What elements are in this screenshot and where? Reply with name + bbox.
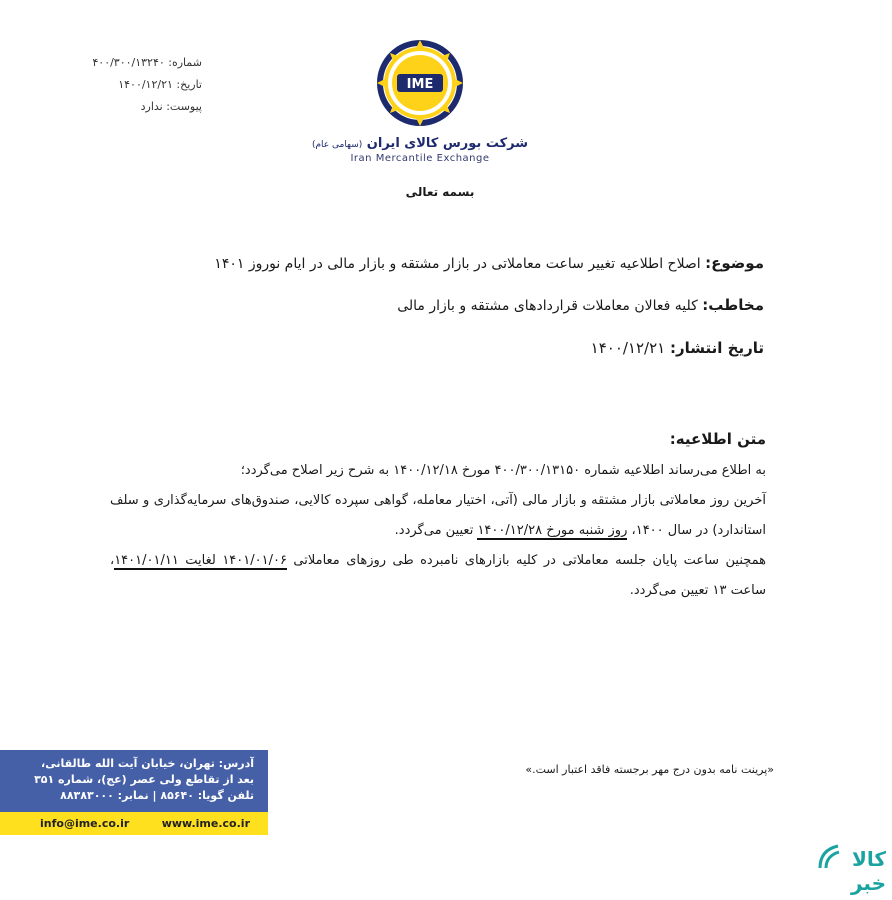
publish-date-label: تاریخ انتشار: xyxy=(670,339,764,357)
company-logo xyxy=(300,38,540,164)
letter-number: شماره: ۴۰۰/۳۰۰/۱۳۲۴۰ xyxy=(92,56,202,69)
footer-block xyxy=(0,750,268,835)
footer-website[interactable]: www.ime.co.ir xyxy=(161,817,250,830)
notice-p3-end: ، ساعت ۱۳ تعیین می‌گردد. xyxy=(110,553,766,598)
company-name-en: Iran Mercantile Exchange xyxy=(350,153,490,164)
logo-mark-text: IME xyxy=(406,77,434,92)
notice-paragraph-3 xyxy=(110,546,766,606)
audience-label: مخاطب: xyxy=(702,296,764,314)
publish-date-value: ۱۴۰۰/۱۲/۲۱ xyxy=(590,339,666,357)
phone-line: تلفن گویا: ۸۵۶۴۰ | نمابر: ۸۸۳۸۳۰۰۰ xyxy=(60,789,254,802)
subject-text: اصلاح اطلاعیه تغییر ساعت معاملاتی در بازار مشتقه و بازار مالی در ایام نوروز ۱۴۰۱ xyxy=(214,256,701,272)
disclaimer: «پرینت نامه بدون درج مهر برجسته فاقد اعتبار است.» xyxy=(525,763,774,776)
company-name-fa-main: شرکت بورس کالای ایران xyxy=(366,136,529,151)
watermark-text-top: کالا xyxy=(851,847,886,871)
address-line-1: آدرس: تهران، خیابان آیت الله طالقانی، xyxy=(41,757,254,770)
letter-meta xyxy=(72,52,202,118)
notice-p2-underlined-date: روز شنبه مورخ ۱۴۰۰/۱۲/۲۸ xyxy=(477,523,628,538)
company-name-fa xyxy=(300,136,540,151)
basmala: بسمه تعالی xyxy=(405,185,475,199)
notice-paragraph-2 xyxy=(110,486,766,546)
ime-logo-icon xyxy=(375,38,465,128)
footer-email[interactable]: info@ime.co.ir xyxy=(40,817,130,830)
kala-khabar-watermark-icon xyxy=(814,836,890,896)
footer-contact xyxy=(0,812,268,835)
notice-p3-start: همچنین ساعت پایان جلسه معاملاتی در کلیه بازارهای نامبرده طی روزهای معاملاتی xyxy=(293,553,766,568)
watermark-text-bottom: خبر xyxy=(850,871,886,895)
notice-p3-underlined-range: ۱۴۰۱/۰۱/۰۶ لغایت ۱۴۰۱/۰۱/۱۱ xyxy=(114,553,287,568)
notice-p2-end: تعیین می‌گردد. xyxy=(394,523,474,538)
footer-address xyxy=(0,750,268,812)
audience-line xyxy=(397,296,764,314)
letter-attachment: پیوست: ندارد xyxy=(140,100,202,113)
notice-paragraph-1: به اطلاع می‌رساند اطلاعیه شماره ۴۰۰/۳۰۰/۱۳۱۵۰ مورخ ۱۴۰۰/۱۲/۱۸ به شرح زیر اصلاح می‌گردد؛ xyxy=(240,463,766,478)
subject-label: موضوع: xyxy=(705,254,764,272)
company-name-fa-suffix: (سهامی عام) xyxy=(311,140,363,150)
notice-heading: متن اطلاعیه: xyxy=(669,430,766,448)
notice-body xyxy=(110,428,766,606)
publish-date-line xyxy=(591,339,764,357)
address-line-2: بعد از تقاطع ولی عصر (عج)، شماره ۳۵۱ xyxy=(34,773,254,786)
notice-p2-start: آخرین روز معاملاتی بازار مشتقه و بازار مالی (آتی، اختیار معامله، گواهی سپرده کالایی، صندوق‌های سرمایه‌گذاری و سلف استاندارد) در سال ۱۴۰۰، xyxy=(110,493,766,538)
letter-date: تاریخ: ۱۴۰۰/۱۲/۲۱ xyxy=(118,78,202,91)
audience-text: کلیه فعالان معاملات قراردادهای مشتقه و بازار مالی xyxy=(397,298,698,314)
subject-line xyxy=(214,254,764,272)
